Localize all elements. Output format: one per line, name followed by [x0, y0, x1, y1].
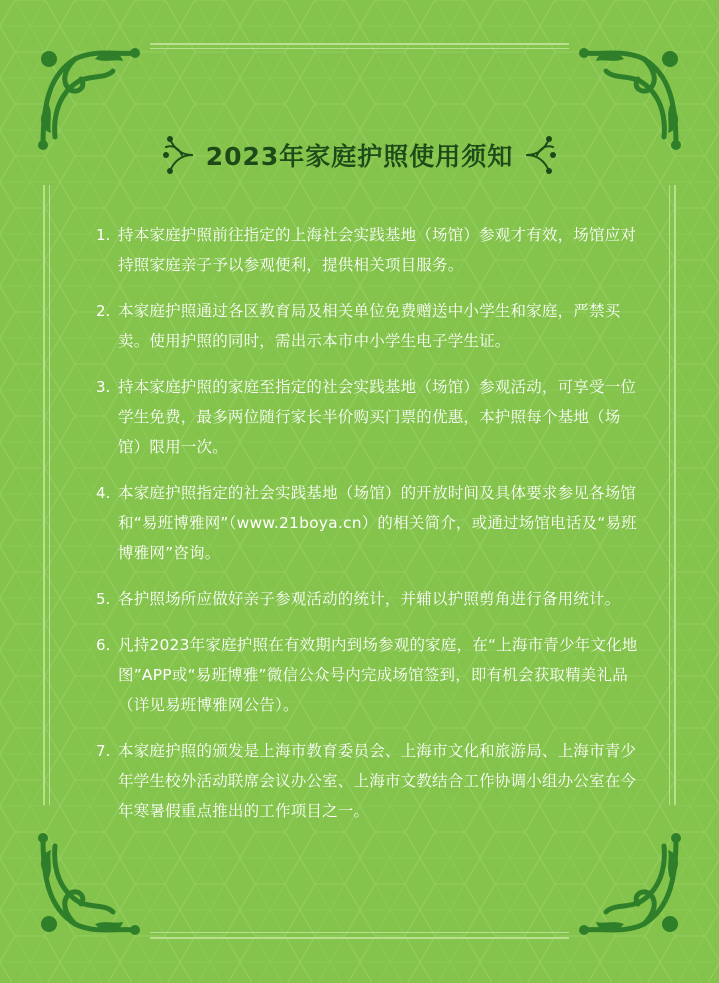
rule-number: 2.: [96, 302, 111, 320]
list-item: [96, 372, 641, 462]
floral-scroll-corner-icon: [574, 828, 684, 938]
rule-number: 5.: [96, 590, 111, 608]
frame-line-left-inner: [49, 185, 50, 805]
rule-number: 3.: [96, 378, 111, 396]
rule-number: 7.: [96, 742, 111, 760]
rule-text: 本家庭护照指定的社会实践基地（场馆）的开放时间及具体要求参见各场馆和“易班博雅网”（www.21boya.cn）的相关简介，或通过场馆电话及“易班博雅网”咨询。: [118, 484, 637, 562]
rule-text: 本家庭护照通过各区教育局及相关单位免费赠送中小学生和家庭，严禁买卖。使用护照的同时，需出示本市中小学生电子学生证。: [118, 302, 621, 350]
rule-text: 各护照场所应做好亲子参观活动的统计，并辅以护照剪角进行备用统计。: [118, 590, 621, 608]
frame-line-right-inner: [669, 185, 670, 805]
floral-sprig-icon: [162, 133, 196, 177]
page-title: 2023年家庭护照使用须知: [205, 142, 514, 171]
list-item: [96, 220, 641, 280]
list-item: [96, 736, 641, 826]
frame-line-bottom-inner: [150, 932, 569, 933]
rule-text: 持本家庭护照的家庭至指定的社会实践基地（场馆）参观活动，可享受一位学生免费，最多两位随行家长半价购买门票的优惠，本护照每个基地（场馆）限用一次。: [118, 378, 637, 456]
list-item: [96, 478, 641, 568]
rules-list: [96, 220, 641, 842]
list-item: [96, 584, 641, 614]
frame-line-right: [674, 185, 676, 805]
frame-line-bottom: [150, 937, 569, 939]
frame-line-top: [150, 43, 569, 45]
list-item: [96, 296, 641, 356]
frame-line-left: [43, 185, 45, 805]
title-row: [0, 125, 719, 185]
floral-scroll-corner-icon: [35, 828, 145, 938]
rule-text: 凡持2023年家庭护照在有效期内到场参观的家庭，在“上海市青少年文化地图”APP或“易班博雅”微信公众号内完成场馆签到，即有机会获取精美礼品（详见易班博雅网公告）。: [118, 636, 638, 714]
rule-number: 6.: [96, 636, 111, 654]
rule-number: 4.: [96, 484, 111, 502]
rule-text: 本家庭护照的颁发是上海市教育委员会、上海市文化和旅游局、上海市青少年学生校外活动联席会议办公室、上海市文教结合工作协调小组办公室在今年寒暑假重点推出的工作项目之一。: [118, 742, 637, 820]
floral-sprig-icon: [523, 133, 557, 177]
rule-number: 1.: [96, 226, 111, 244]
rule-text: 持本家庭护照前往指定的上海社会实践基地（场馆）参观才有效，场馆应对持照家庭亲子予以参观便利，提供相关项目服务。: [118, 226, 637, 274]
frame-line-top-inner: [150, 48, 569, 49]
list-item: [96, 630, 641, 720]
